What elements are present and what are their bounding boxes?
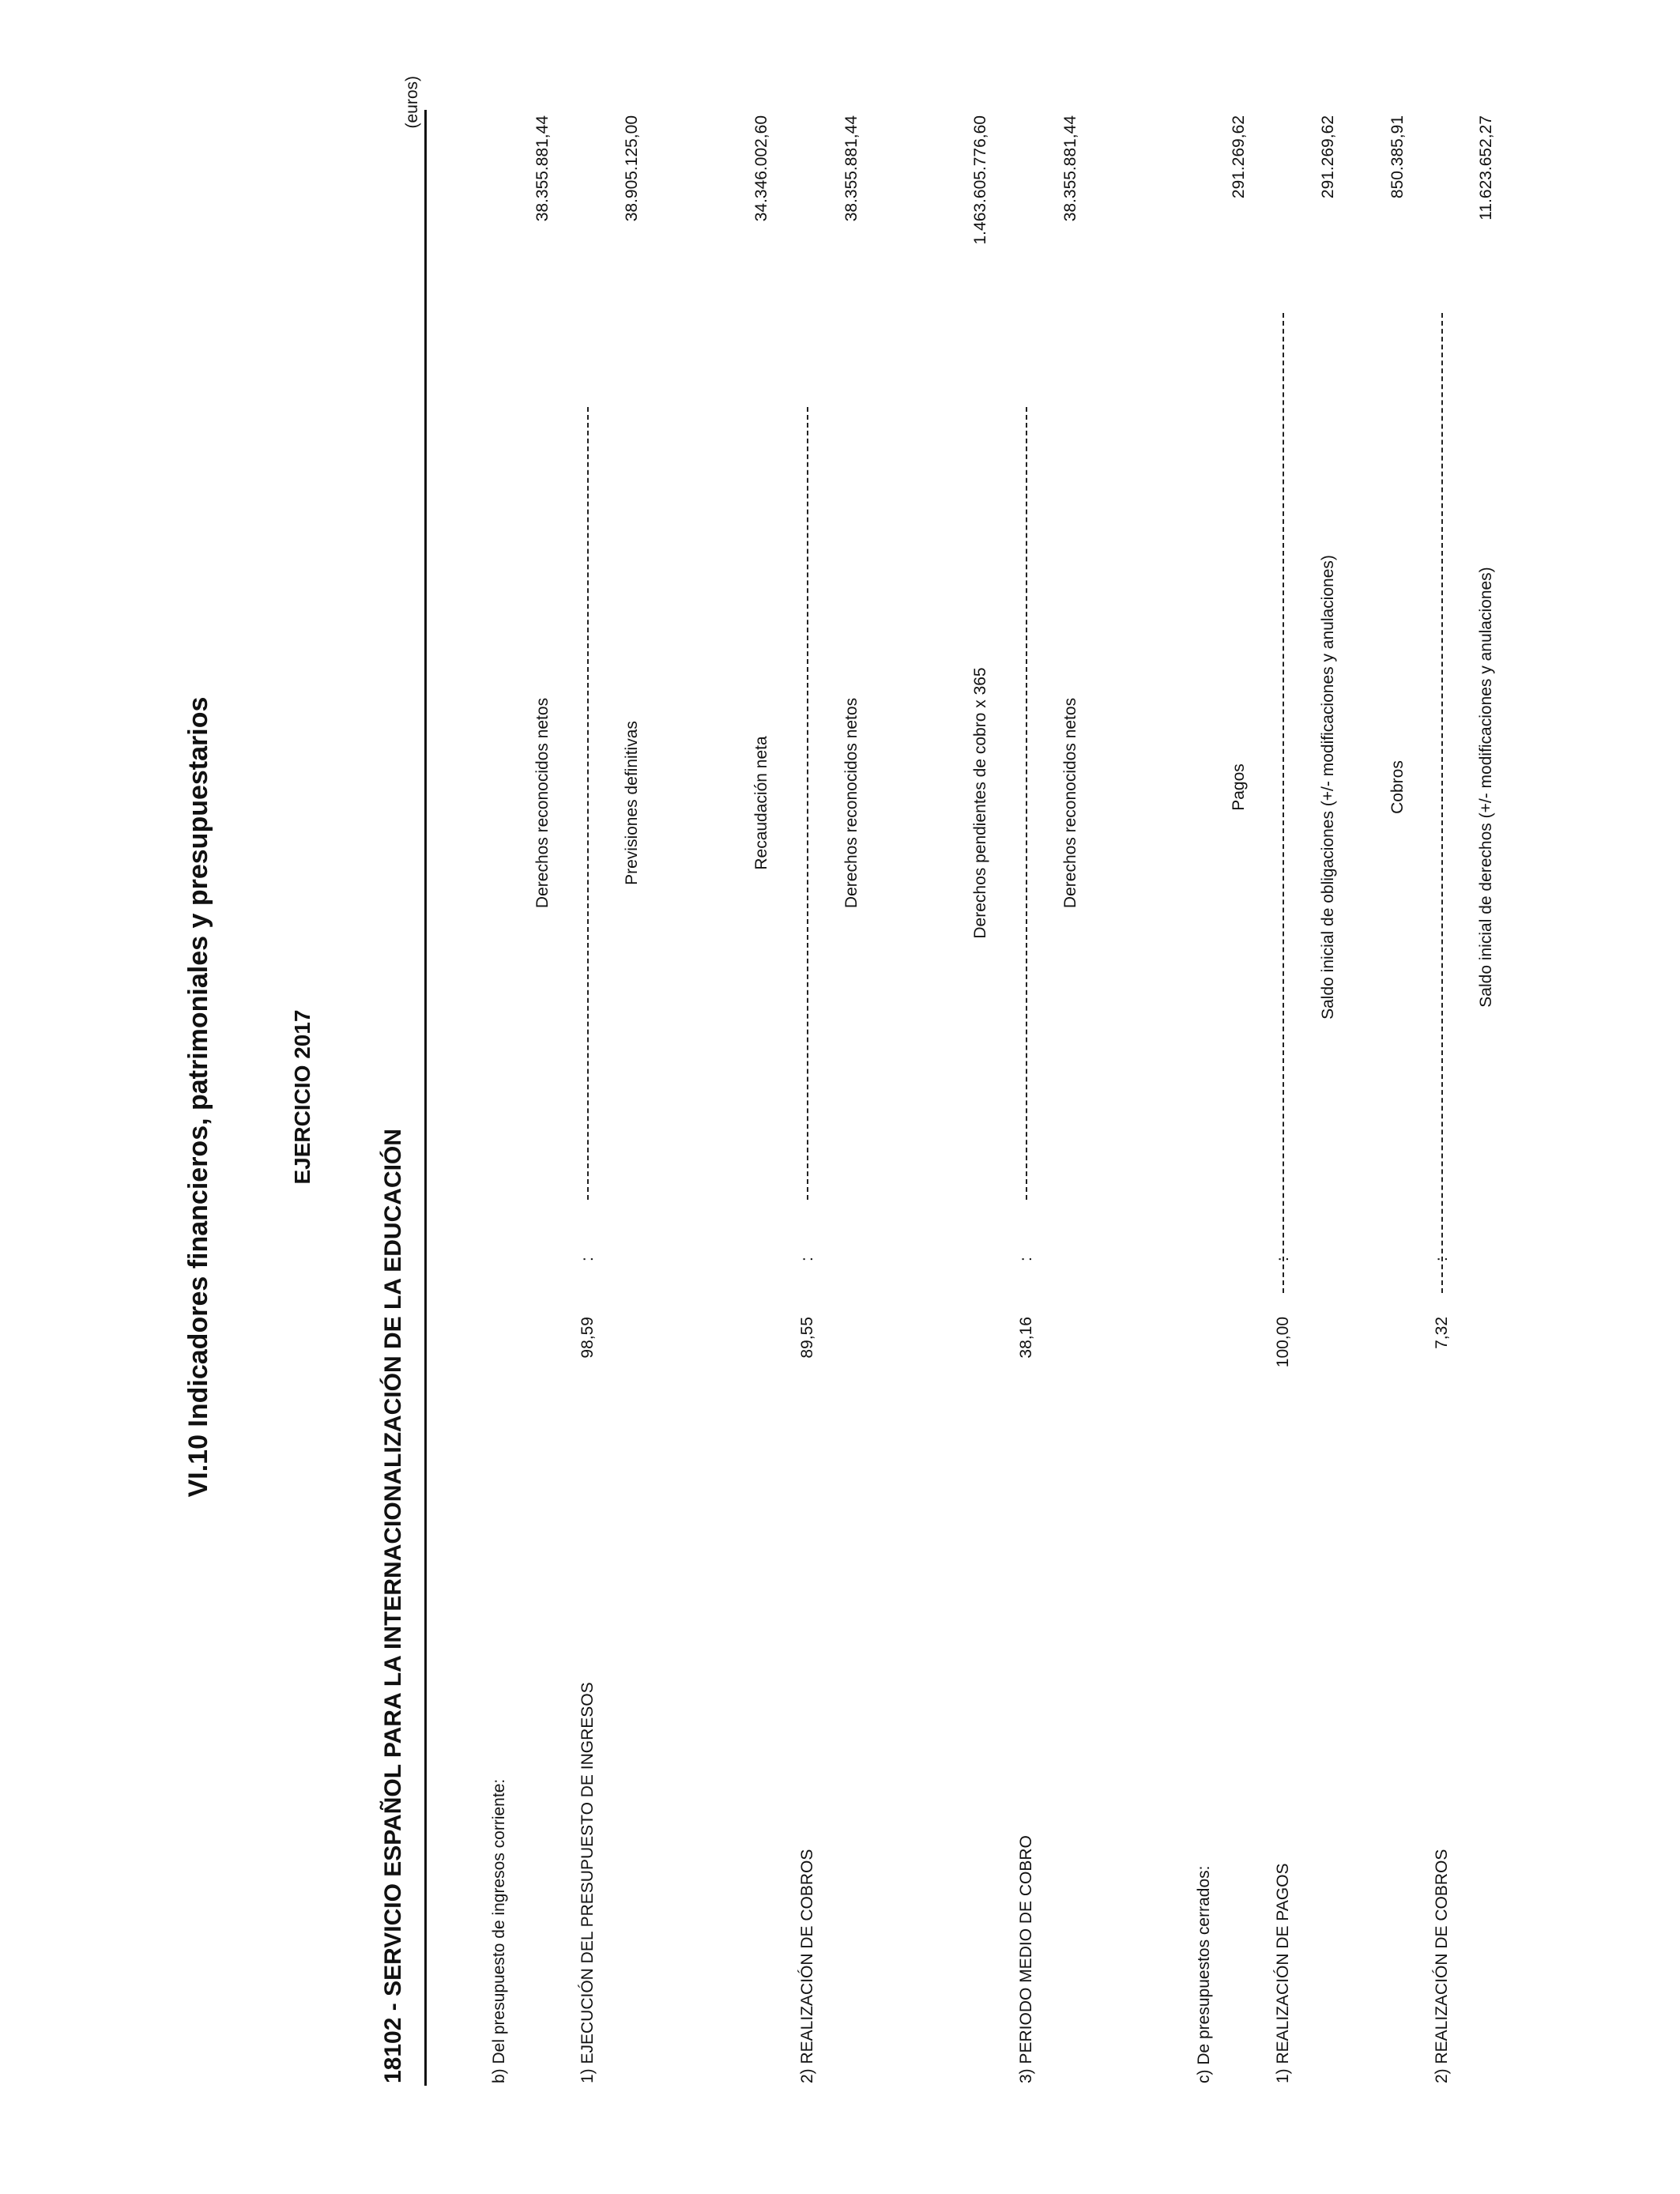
fraction-line [1026, 407, 1027, 1200]
numerator-value: 34.346.002,60 [752, 115, 770, 222]
indicator-label: 2) REALIZACIÓN DE COBROS [1433, 1849, 1451, 2083]
denominator-label: Saldo inicial de obligaciones (+/- modificaciones y anulaciones) [1319, 555, 1337, 1020]
fraction-line [1441, 313, 1443, 1293]
indicator-label: 2) REALIZACIÓN DE COBROS [798, 1849, 816, 2083]
indicator-ratio: 7,32 [1433, 1317, 1451, 1349]
indicator-ratio: 38,16 [1017, 1317, 1035, 1359]
section-heading-current: b) Del presupuesto de ingresos corriente: [490, 1778, 508, 2083]
indicator-colon: : [798, 1257, 816, 1261]
indicator-colon: : [578, 1257, 597, 1261]
denominator-value: 11.623.652,27 [1477, 115, 1495, 221]
denominator-label: Derechos reconocidos netos [842, 697, 861, 909]
numerator-value: 1.463.605.776,60 [971, 115, 989, 245]
denominator-value: 38.355.881,44 [1061, 115, 1079, 222]
fraction-line [1283, 313, 1284, 1293]
numerator-label: Cobros [1388, 760, 1407, 814]
indicator-label: 1) EJECUCIÓN DEL PRESUPUESTO DE INGRESOS [578, 1682, 597, 2083]
numerator-value: 38.355.881,44 [533, 115, 552, 222]
header-rule [424, 110, 427, 2086]
denominator-label: Derechos reconocidos netos [1061, 697, 1079, 909]
fiscal-year-heading: EJERCICIO 2017 [290, 1009, 315, 1185]
fraction-line [587, 407, 589, 1200]
numerator-value: 291.269,62 [1230, 115, 1248, 199]
indicator-colon: : [1274, 1257, 1292, 1261]
entity-heading: 18102 - SERVICIO ESPAÑOL PARA LA INTERNACIONALIZACIÓN DE LA EDUCACIÓN [380, 1129, 406, 2083]
indicator-colon: : [1017, 1257, 1035, 1261]
section-heading-closed: c) De presupuestos cerrados: [1195, 1865, 1213, 2083]
numerator-label: Recaudación neta [752, 736, 770, 870]
fraction-line [807, 407, 808, 1200]
denominator-label: Saldo inicial de derechos (+/- modificaciones y anulaciones) [1477, 567, 1495, 1008]
indicator-colon: : [1433, 1257, 1451, 1261]
numerator-label: Derechos reconocidos netos [533, 697, 552, 909]
indicator-label: 3) PERIODO MEDIO DE COBRO [1017, 1835, 1035, 2083]
denominator-label: Previsiones definitivas [623, 721, 641, 885]
denominator-value: 38.905.125,00 [623, 115, 641, 222]
denominator-value: 38.355.881,44 [842, 115, 861, 222]
numerator-label: Pagos [1230, 763, 1248, 811]
indicator-ratio: 100,00 [1274, 1317, 1292, 1368]
numerator-value: 850.385,91 [1388, 115, 1407, 199]
units-label: (euros) [403, 76, 421, 129]
numerator-label: Derechos pendientes de cobro x 365 [971, 667, 989, 939]
indicator-ratio: 89,55 [798, 1317, 816, 1359]
indicator-label: 1) REALIZACIÓN DE PAGOS [1274, 1863, 1292, 2083]
denominator-value: 291.269,62 [1319, 115, 1337, 199]
indicator-ratio: 98,59 [578, 1317, 597, 1359]
document-title: VI.10 Indicadores financieros, patrimoniales y presupuestarios [183, 696, 213, 1498]
